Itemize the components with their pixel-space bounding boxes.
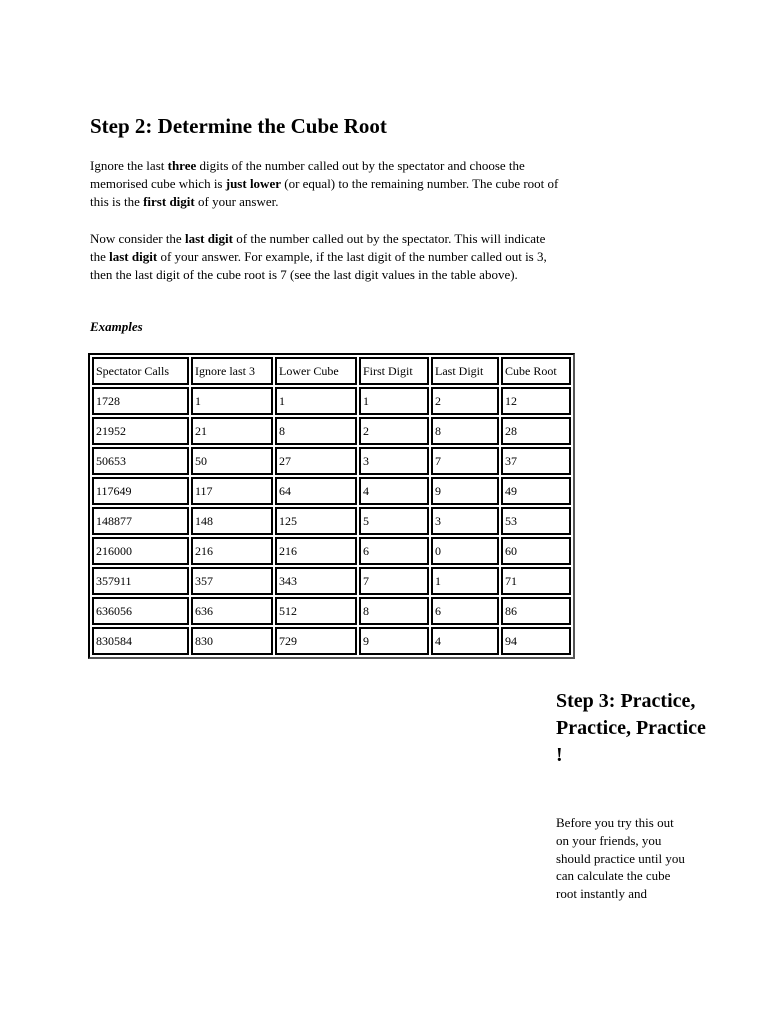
- table-cell: 86: [501, 597, 571, 625]
- table-row: [92, 597, 571, 625]
- table-cell: 7: [431, 447, 499, 475]
- table-cell: 21: [191, 417, 273, 445]
- table-header-row: [92, 357, 571, 385]
- table-cell: 148: [191, 507, 273, 535]
- table-cell: 60: [501, 537, 571, 565]
- step3-paragraph: Before you try this out on your friends, you should practice until you can calculate the cube root instantly and: [556, 815, 685, 902]
- header-cell: Lower Cube: [275, 357, 357, 385]
- table-cell: 343: [275, 567, 357, 595]
- step3-heading: Step 3: Practice, Practice, Practice !: [556, 690, 706, 766]
- examples-label: Examples: [90, 319, 143, 334]
- table-cell: 94: [501, 627, 571, 655]
- table-cell: 830: [191, 627, 273, 655]
- bold-text: three: [167, 158, 197, 173]
- table-cell: 216: [275, 537, 357, 565]
- table-row: [92, 447, 571, 475]
- step2-paragraph-1: [90, 157, 560, 211]
- table-row: [92, 567, 571, 595]
- table-cell: 27: [275, 447, 357, 475]
- table-cell: 636: [191, 597, 273, 625]
- table-cell: 729: [275, 627, 357, 655]
- bold-text: just lower: [225, 176, 281, 191]
- table-cell: 4: [431, 627, 499, 655]
- table-cell: 357911: [92, 567, 189, 595]
- table-cell: 357: [191, 567, 273, 595]
- table-cell: 1: [359, 387, 429, 415]
- table-cell: 216000: [92, 537, 189, 565]
- table-cell: 512: [275, 597, 357, 625]
- table-row: [92, 477, 571, 505]
- table-cell: 148877: [92, 507, 189, 535]
- text-run: Ignore the last: [90, 158, 168, 173]
- table-row: [92, 537, 571, 565]
- bold-text: last digit: [184, 231, 233, 246]
- header-cell: Cube Root: [501, 357, 571, 385]
- text-run: digits of the number called out by the spectator and choose the memorised cube which is: [90, 158, 525, 191]
- table-cell: 12: [501, 387, 571, 415]
- table-cell: 3: [359, 447, 429, 475]
- table-cell: 0: [431, 537, 499, 565]
- table-cell: 8: [431, 417, 499, 445]
- table-cell: 216: [191, 537, 273, 565]
- table-cell: 37: [501, 447, 571, 475]
- text-run: Now consider the: [90, 231, 185, 246]
- table-cell: 1: [431, 567, 499, 595]
- table-row: [92, 387, 571, 415]
- step2-heading: Step 2: Determine the Cube Root: [90, 114, 387, 138]
- text-run: of your answer.: [194, 194, 279, 209]
- table-cell: 1728: [92, 387, 189, 415]
- examples-table: [88, 353, 575, 659]
- bold-text: first digit: [143, 194, 195, 209]
- table-row: [92, 627, 571, 655]
- table-cell: 636056: [92, 597, 189, 625]
- table-cell: 8: [275, 417, 357, 445]
- text-run: of your answer. For example, if the last digit of the number called out is 3, then the last digit of the cube root is 7 (see the last digit values in the table above).: [90, 249, 547, 282]
- header-cell: Spectator Calls: [92, 357, 189, 385]
- table-cell: 2: [359, 417, 429, 445]
- table-row: [92, 507, 571, 535]
- header-cell: Ignore last 3: [191, 357, 273, 385]
- table-cell: 8: [359, 597, 429, 625]
- table-cell: 117649: [92, 477, 189, 505]
- table-cell: 830584: [92, 627, 189, 655]
- step2-paragraph-2: [90, 230, 560, 284]
- header-cell: Last Digit: [431, 357, 499, 385]
- table-cell: 7: [359, 567, 429, 595]
- table-cell: 64: [275, 477, 357, 505]
- text-run: of the number called out by the spectator. This will indicate the: [90, 231, 546, 264]
- table-cell: 21952: [92, 417, 189, 445]
- table-cell: 53: [501, 507, 571, 535]
- table-cell: 125: [275, 507, 357, 535]
- table-cell: 1: [191, 387, 273, 415]
- table-cell: 6: [359, 537, 429, 565]
- table-cell: 4: [359, 477, 429, 505]
- table-cell: 1: [275, 387, 357, 415]
- table-cell: 2: [431, 387, 499, 415]
- table-cell: 3: [431, 507, 499, 535]
- table-cell: 9: [431, 477, 499, 505]
- table-row: [92, 417, 571, 445]
- table-cell: 49: [501, 477, 571, 505]
- text-run: (or equal) to the remaining number. The cube root of this is the: [90, 176, 559, 209]
- table-cell: 28: [501, 417, 571, 445]
- table-cell: 6: [431, 597, 499, 625]
- table-cell: 9: [359, 627, 429, 655]
- table-cell: 117: [191, 477, 273, 505]
- table-cell: 50: [191, 447, 273, 475]
- table-cell: 71: [501, 567, 571, 595]
- table-cell: 5: [359, 507, 429, 535]
- bold-text: last digit: [109, 249, 158, 264]
- table-cell: 50653: [92, 447, 189, 475]
- header-cell: First Digit: [359, 357, 429, 385]
